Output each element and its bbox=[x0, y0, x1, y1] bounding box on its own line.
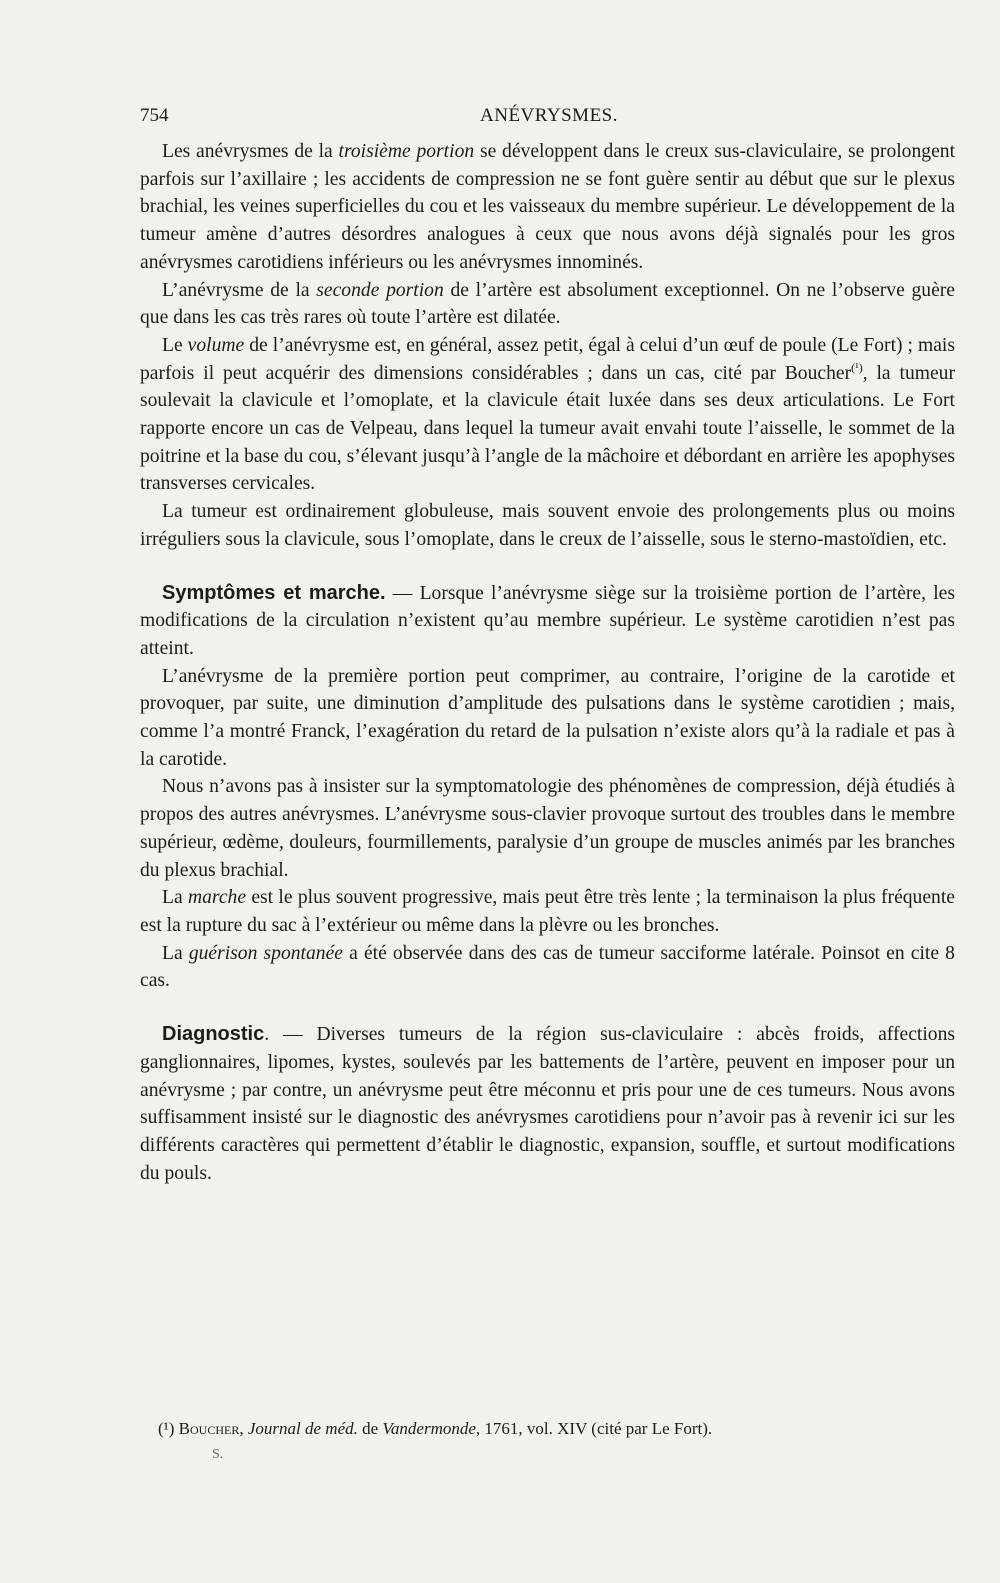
italic-term: guérison spontanée bbox=[188, 942, 343, 964]
text-run: de l’artère est absolument exceptionnel. On ne l’observe guère que dans les cas très rares où toute l’artère est dilatée. bbox=[140, 279, 955, 329]
italic-term: volume bbox=[187, 334, 245, 356]
text-run: de bbox=[357, 1419, 383, 1438]
printer-signature: S. bbox=[212, 1447, 224, 1462]
footnote-journal-name: Vandermonde bbox=[382, 1419, 476, 1438]
text-run: La bbox=[162, 887, 188, 909]
italic-term: troisième portion bbox=[338, 141, 475, 162]
section-gap bbox=[140, 554, 955, 580]
text-run: , 1761, vol. XIV (cité par Le Fort). bbox=[475, 1419, 713, 1438]
page-header bbox=[140, 105, 960, 131]
italic-term: marche bbox=[187, 887, 247, 909]
section-heading-symptomes: Symptômes et marche. bbox=[162, 581, 386, 604]
page-number: 754 bbox=[140, 105, 169, 126]
text-run: — Lorsque l’anévrysme siège sur la troisième portion de l’artère, les modifications de la circulation n’existent qu’au membre supérieur. Le système carotidien n’est pas atteint. bbox=[140, 582, 955, 659]
text-run: est le plus souvent progressive, mais peut être très lente ; la terminaison la plus fréquente est la rupture du sac à l’extérieur ou même dans la plèvre ou les bronches. bbox=[140, 887, 955, 936]
text-run: La bbox=[162, 942, 189, 964]
text-run: , la tumeur soulevait la clavicule et l’omoplate, et la clavicule était luxée dans ses deux articulations. Le Fort rapporte encore un cas de Velpeau, dans lequel la tumeur avait envahi toute l’aisselle, le sommet de la poitrine et la base du cou, s’élevant jusqu’à l’angle de la mâchoire et débordant en arrière les apophyses transverses cervicales. bbox=[140, 362, 956, 495]
footnote-marker: (¹) bbox=[158, 1419, 179, 1438]
text-run: . — Diverses tumeurs de la région sus-claviculaire : abcès froids, affections ganglionnaires, lipomes, kystes, soulevés par les battements de l’artère, peuvent en imposer pour un anévrysme ; par contre, un anévrysme peut être méconnu et pris pour une de ces tumeurs. Nous avons suffisamment insisté sur le diagnostic des anévrysmes carotidiens pour n’avoir pas à revenir ici sur les différents caractères qui permettent d’établir le diagnostic, expansion, souffle, et surtout modifications du pouls. bbox=[140, 1024, 955, 1184]
text-run: L’anévrysme de la bbox=[162, 279, 317, 301]
paragraph-compression: Nous n’avons pas à insister sur la symptomatologie des phénomènes de compression, déjà étudiés à propos des autres anévrysmes. L’anévrysme sous-clavier provoque surtout des troubles dans le membre supérieur, œdème, douleurs, fourmillements, paralysie d’un groupe de muscles animés par les branches du plexus brachial. bbox=[140, 776, 955, 881]
paragraph-troisieme-portion bbox=[140, 138, 955, 277]
footnote bbox=[158, 1418, 958, 1440]
footnote-journal: Journal de méd. bbox=[247, 1419, 358, 1438]
section-gap bbox=[140, 995, 955, 1021]
italic-term: seconde portion bbox=[316, 279, 444, 301]
running-title: ANÉVRYSMES. bbox=[480, 105, 618, 126]
section-heading-diagnostic: Diagnostic bbox=[162, 1023, 265, 1046]
text-run: a été observée dans des cas de tumeur sacciforme latérale. Poinsot en cite 8 cas. bbox=[140, 942, 955, 992]
paragraph-symptomes bbox=[140, 580, 955, 663]
paragraph-guerison bbox=[140, 940, 955, 995]
text-run: se développent dans le creux sus-claviculaire, se prolongent parfois sur l’axillaire ; les accidents de compression ne se font guère sentir au début que sur le plexus brachial, les veines superficielles du cou et les vaisseaux du membre supérieur. Le développement de la tumeur amène d’autres désordres analogues à ceux que nous avons déjà signalés pour les gros anévrysmes carotidiens inférieurs ou les anévrysmes innominés. bbox=[140, 141, 956, 273]
paragraph-volume bbox=[140, 332, 955, 498]
footnote-reference: (¹) bbox=[851, 360, 863, 375]
text-run: de l’anévrysme est, en général, assez petit, égal à celui d’un œuf de poule (Le Fort) ; mais parfois il peut acquérir des dimensions considérables ; dans un cas, cité par Boucher bbox=[140, 334, 955, 384]
paragraph-marche bbox=[140, 884, 955, 939]
paragraph-seconde-portion bbox=[140, 277, 955, 332]
paragraph-premiere-portion: L’anévrysme de la première portion peut comprimer, au contraire, l’origine de la carotide et provoquer, par suite, une diminution d’amplitude des pulsations dans le système carotidien ; mais, comme l’a montré Franck, l’exagération du retard de la pulsation n’existe alors qu’à la radiale et pas à la carotide. bbox=[140, 665, 955, 770]
text-run: Les anévrysmes de la bbox=[162, 141, 339, 162]
paragraph-diagnostic bbox=[140, 1021, 955, 1187]
text-run: Le bbox=[162, 334, 188, 356]
page-body bbox=[140, 138, 955, 1187]
footnote-author: Boucher bbox=[178, 1419, 240, 1438]
text-run: , bbox=[239, 1419, 248, 1438]
paragraph-forme: La tumeur est ordinairement globuleuse, mais souvent envoie des prolongements plus ou moins irréguliers sous la clavicule, sous l’omoplate, dans le creux de l’aisselle, sous le sterno-mastoïdien, etc. bbox=[140, 501, 955, 550]
